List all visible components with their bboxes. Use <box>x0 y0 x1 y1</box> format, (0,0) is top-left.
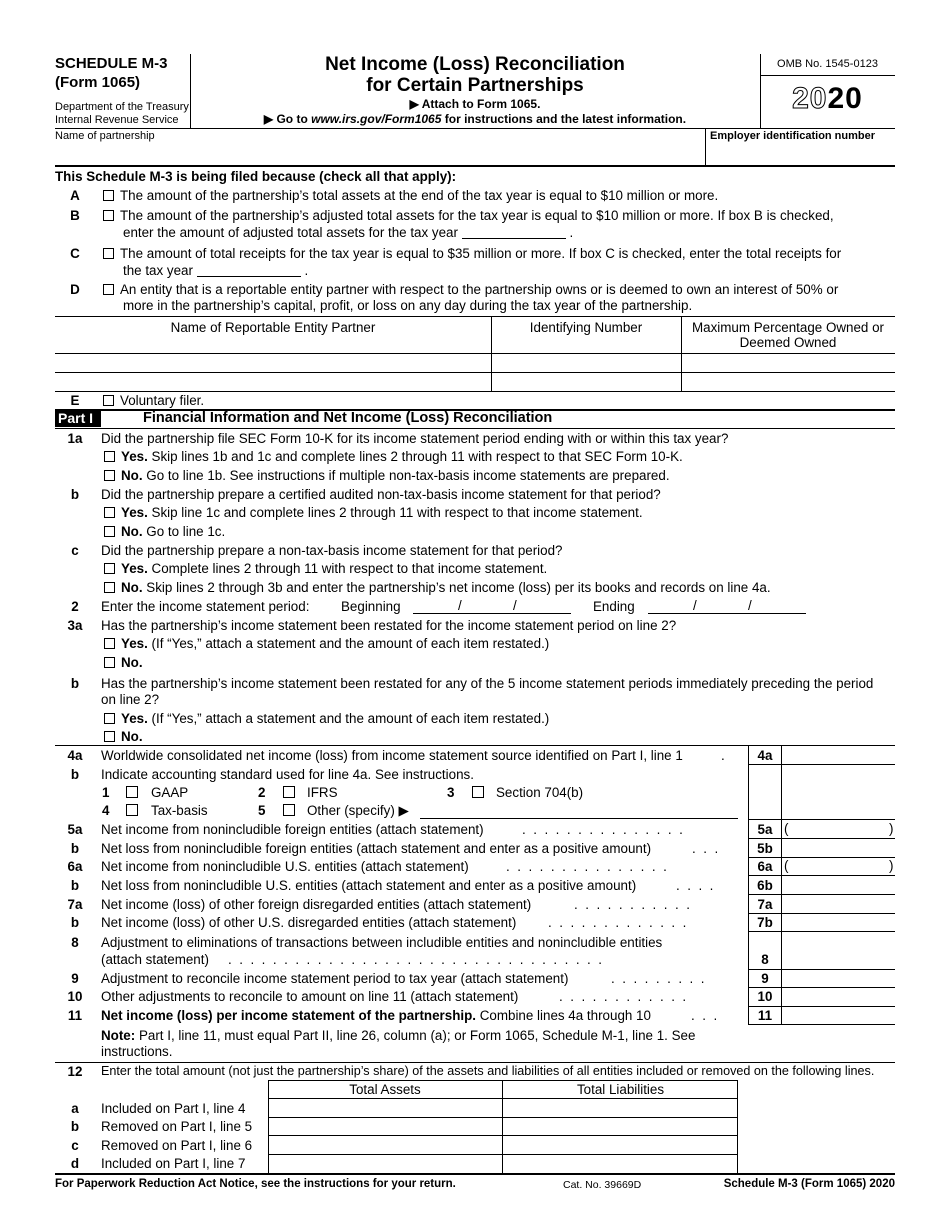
ein-field[interactable] <box>707 144 893 164</box>
line-label-a: A <box>70 188 80 203</box>
line-8-text1: Adjustment to eliminations of transactions between includible entities and nonincludible entities <box>101 935 663 950</box>
checkbox-1b-yes[interactable] <box>104 507 115 518</box>
line-label-8: 8 <box>71 935 79 950</box>
col-header-total-liabilities: Total Liabilities <box>576 1082 665 1097</box>
line-label-d: D <box>70 282 80 297</box>
assets-12c[interactable] <box>270 1137 501 1153</box>
checkbox-3a-yes[interactable] <box>104 638 115 649</box>
line-label-11: 11 <box>67 1008 83 1023</box>
line-label-1c: c <box>71 543 79 558</box>
checkbox-c[interactable] <box>103 248 114 259</box>
form-title-line1: Net Income (Loss) Reconciliation <box>325 54 625 75</box>
assets-12b[interactable] <box>270 1118 501 1134</box>
checkbox-gaap[interactable] <box>126 786 138 798</box>
line-label-c: C <box>70 246 80 261</box>
checkbox-1a-no[interactable] <box>104 470 115 481</box>
amount-10[interactable] <box>783 988 894 1004</box>
line-7a-text: Net income (loss) of other foreign disregarded entities (attach statement) <box>101 897 532 912</box>
checkbox-1a-yes[interactable] <box>104 451 115 462</box>
line-5b-text: Net loss from nonincludible foreign entities (attach statement and enter as a positive amount) <box>101 841 652 856</box>
max-percentage-field-2[interactable] <box>682 374 894 390</box>
line-5a-text: Net income from nonincludible foreign entities (attach statement) <box>101 822 484 837</box>
adjusted-total-assets-field[interactable] <box>462 225 566 239</box>
checkbox-d[interactable] <box>103 284 114 295</box>
checkbox-e[interactable] <box>103 395 114 406</box>
liabilities-12c[interactable] <box>504 1137 736 1153</box>
amount-6b[interactable] <box>783 877 894 893</box>
filing-a-text: The amount of the partnership’s total assets at the end of the tax year is equal to $10 million or more. <box>120 188 719 203</box>
amount-7b[interactable] <box>783 914 894 930</box>
col-header-max-percentage: Maximum Percentage Owned or Deemed Owned <box>691 320 884 350</box>
tax-year: 2020 <box>792 82 863 115</box>
total-receipts-field[interactable] <box>197 263 301 277</box>
amount-11[interactable] <box>783 1007 894 1023</box>
amount-5b[interactable] <box>783 840 894 856</box>
ending-date-field[interactable] <box>648 613 806 614</box>
amount-5a[interactable] <box>792 821 886 837</box>
checkbox-b[interactable] <box>103 210 114 221</box>
footer-cat-number: Cat. No. 39669D <box>563 1179 642 1191</box>
q3b-text1: Has the partnership’s income statement been restated for any of the 5 income statement periods immediately preceding the period <box>101 676 874 691</box>
line-6a-text: Net income from nonincludible U.S. entities (attach statement) <box>101 859 469 874</box>
income-period-text: Enter the income statement period: <box>101 599 310 614</box>
line-12a-text: Included on Part I, line 4 <box>101 1101 246 1116</box>
q1c-text: Did the partnership prepare a non-tax-basis income statement for that period? <box>101 543 563 558</box>
beginning-date-field[interactable] <box>413 613 571 614</box>
line-label-3a: 3a <box>67 618 83 633</box>
col-header-total-assets: Total Assets <box>349 1082 421 1097</box>
line-12b-text: Removed on Part I, line 5 <box>101 1119 253 1134</box>
line-label-9: 9 <box>71 971 79 986</box>
liabilities-12b[interactable] <box>504 1118 736 1134</box>
max-percentage-field-1[interactable] <box>682 355 894 371</box>
filing-b-text1: The amount of the partnership’s adjusted total assets for the tax year is equal to $10 million or more. If box B is checked, <box>120 208 834 223</box>
amount-7a[interactable] <box>783 896 894 912</box>
line-6b-text: Net loss from nonincludible U.S. entities (attach statement and enter as a positive amount) <box>101 878 637 893</box>
irs-label: Internal Revenue Service <box>55 114 179 126</box>
filing-c-text2: the tax year . <box>123 263 309 278</box>
line-4b-text: Indicate accounting standard used for line 4a. See instructions. <box>101 767 474 782</box>
form-title-line2: for Certain Partnerships <box>366 75 584 96</box>
attach-instruction: ▶ Attach to Form 1065. <box>409 97 541 111</box>
amount-4a[interactable] <box>783 747 894 763</box>
note-text2: instructions. <box>101 1044 173 1059</box>
line-12-text: Enter the total amount (not just the partnership’s share) of the assets and liabilities of all entities included or removed on the following lines. <box>101 1064 875 1078</box>
line-12c-text: Removed on Part I, line 6 <box>101 1138 253 1153</box>
amount-6a[interactable] <box>792 858 886 874</box>
part-i-tag: Part I <box>55 410 101 427</box>
filing-heading: This Schedule M-3 is being filed because (check all that apply): <box>55 169 457 184</box>
filing-d-text2: more in the partnership’s capital, profit, or loss on any day during the tax year of the partnership. <box>123 298 693 313</box>
checkbox-a[interactable] <box>103 190 114 201</box>
checkbox-3b-no[interactable] <box>104 731 115 742</box>
line-9-text: Adjustment to reconcile income statement period to tax year (attach statement) <box>101 971 569 986</box>
line-label-1a: 1a <box>67 431 83 446</box>
note-text1: Note: Part I, line 11, must equal Part II, line 26, column (a); or Form 1065, Schedule M-1, line 1. See <box>101 1028 696 1043</box>
liabilities-12a[interactable] <box>504 1100 736 1116</box>
line-label-10: 10 <box>67 989 83 1004</box>
amount-8[interactable] <box>783 951 894 967</box>
line-label-2: 2 <box>71 599 79 614</box>
part-i-title: Financial Information and Net Income (Loss) Reconciliation <box>143 410 553 426</box>
line-7b-text: Net income (loss) of other U.S. disregarded entities (attach statement) <box>101 915 517 930</box>
assets-12a[interactable] <box>270 1100 501 1116</box>
partnership-name-label: Name of partnership <box>55 130 155 142</box>
line-12d-text: Included on Part I, line 7 <box>101 1156 246 1171</box>
partner-name-field-1[interactable] <box>56 355 490 371</box>
checkbox-1b-no[interactable] <box>104 526 115 537</box>
checkbox-ifrs[interactable] <box>283 786 295 798</box>
irs-url-link[interactable]: www.irs.gov/Form1065 <box>311 112 442 126</box>
assets-12d[interactable] <box>270 1155 501 1171</box>
omb-number: OMB No. 1545-0123 <box>777 58 878 70</box>
col-header-identifying-number: Identifying Number <box>529 320 643 335</box>
q1b-text: Did the partnership prepare a certified audited non-tax-basis income statement for that period? <box>101 487 661 502</box>
ending-label: Ending <box>593 599 635 614</box>
form-number: (Form 1065) <box>55 74 141 91</box>
checkbox-1c-yes[interactable] <box>104 563 115 574</box>
ein-label: Employer identification number <box>710 130 876 142</box>
col-header-partner-name: Name of Reportable Entity Partner <box>170 320 376 335</box>
line-label-3b: b <box>70 676 80 691</box>
identifying-number-field-1[interactable] <box>492 355 680 371</box>
line-8-text2: (attach statement) <box>101 952 209 967</box>
beginning-label: Beginning <box>341 599 401 614</box>
goto-instruction: ▶ Go to www.irs.gov/Form1065 for instructions and the latest information. <box>263 112 687 126</box>
partnership-name-field[interactable] <box>55 144 703 164</box>
footer-paperwork-notice: For Paperwork Reduction Act Notice, see the instructions for your return. <box>55 1178 456 1190</box>
q3a-text: Has the partnership’s income statement been restated for the income statement period on line 2? <box>101 618 677 633</box>
footer-form-id: Schedule M-3 (Form 1065) 2020 <box>723 1178 895 1190</box>
line-label-12: 12 <box>67 1064 83 1079</box>
checkbox-3b-yes[interactable] <box>104 713 115 724</box>
checkbox-tax-basis[interactable] <box>126 804 138 816</box>
filing-c-text1: The amount of total receipts for the tax year is equal to $35 million or more. If box C is checked, enter the total receipts for <box>120 246 842 261</box>
line-label-1b: b <box>70 487 80 502</box>
checkbox-1c-no[interactable] <box>104 582 115 593</box>
department-label: Department of the Treasury <box>55 101 189 113</box>
checkbox-section-704b[interactable] <box>472 786 484 798</box>
amount-9[interactable] <box>783 970 894 986</box>
line-label-4a: 4a <box>67 748 83 763</box>
voluntary-filer-text: Voluntary filer. <box>120 393 205 408</box>
line-11-text: Net income (loss) per income statement of the partnership. Combine lines 4a through 10 <box>101 1008 651 1023</box>
checkbox-3a-no[interactable] <box>104 657 115 668</box>
filing-b-text2: enter the amount of adjusted total assets for the tax year . <box>123 225 574 240</box>
line-label-e: E <box>70 393 80 408</box>
q3b-text2: on line 2? <box>101 692 160 707</box>
other-specify-field[interactable] <box>420 818 738 819</box>
checkbox-other[interactable] <box>283 804 295 816</box>
partner-name-field-2[interactable] <box>56 374 490 390</box>
schedule-title: SCHEDULE M-3 <box>55 55 168 72</box>
liabilities-12d[interactable] <box>504 1155 736 1171</box>
filing-d-text1: An entity that is a reportable entity partner with respect to the partnership owns or is deemed to own an interest of 50% or <box>120 282 839 297</box>
line-label-b: B <box>70 208 80 223</box>
q1a-text: Did the partnership file SEC Form 10-K for its income statement period ending with or within this tax year? <box>101 431 729 446</box>
line-4a-text: Worldwide consolidated net income (loss) from income statement source identified on Part I, line 1 <box>101 748 683 763</box>
identifying-number-field-2[interactable] <box>492 374 680 390</box>
line-label-4b: b <box>70 767 80 782</box>
line-10-text: Other adjustments to reconcile to amount on line 11 (attach statement) <box>101 989 519 1004</box>
